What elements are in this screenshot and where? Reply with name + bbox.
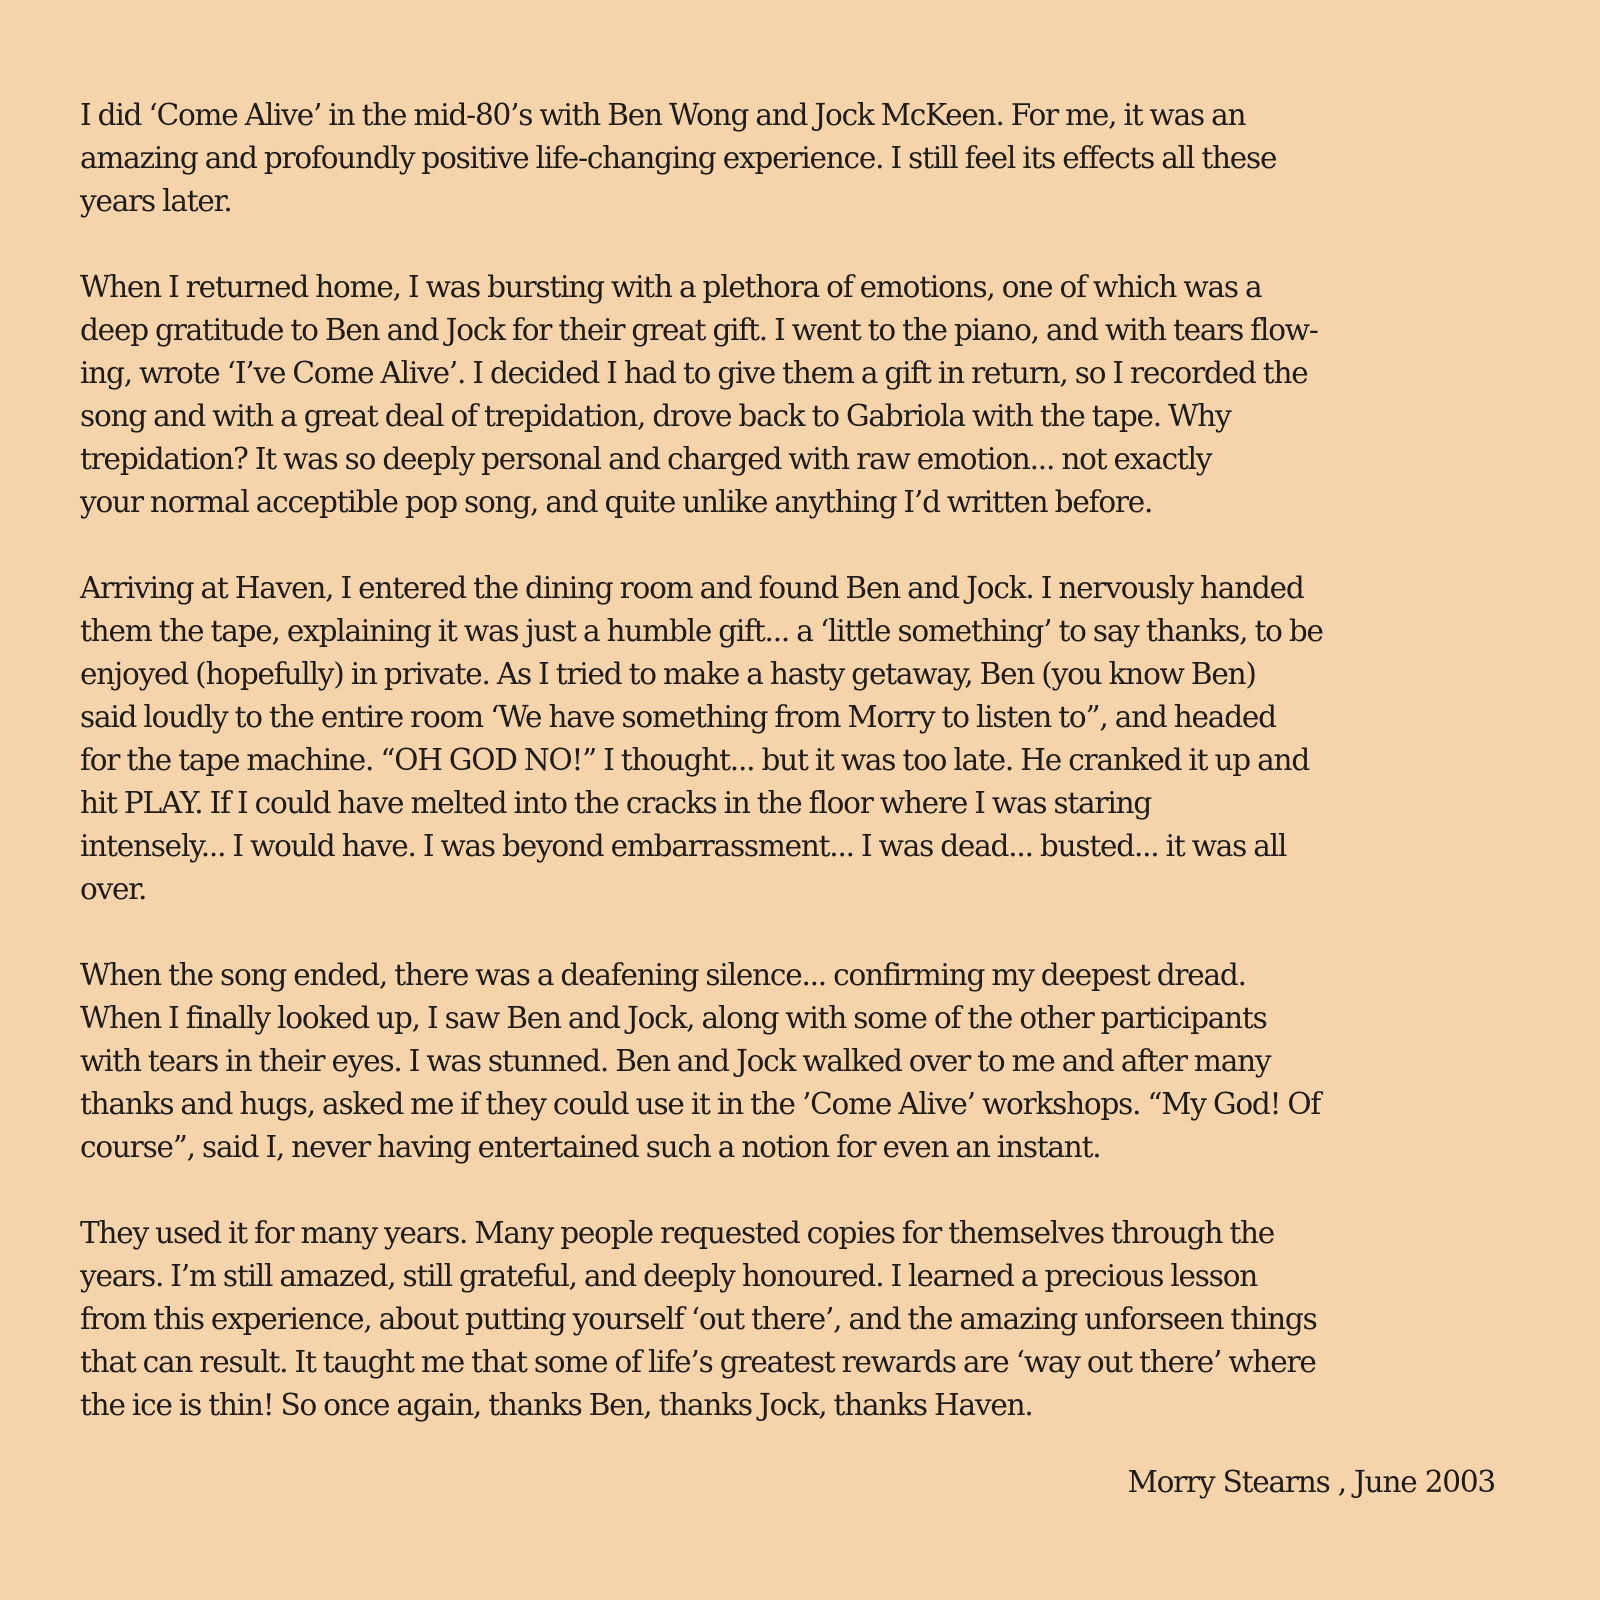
text-line: deep gratitude to Ben and Jock for their great gift. I went to the piano, and with tears flow- [80,313,1318,347]
text-line: course”, said I, never having entertained such a notion for even an instant. [80,1130,1101,1164]
signature: Morry Stearns , June 2003 [1127,1465,1495,1499]
text-line: for the tape machine. “OH GOD NO!” I thought... but it was too late. He cranked it up and [80,743,1310,777]
paragraph-5 [80,1212,1530,1427]
text-line: thanks and hugs, asked me if they could use it in the ’Come Alive’ workshops. “My God! Of [80,1087,1321,1121]
paragraph-3 [80,567,1530,911]
letter-body [80,94,1530,1470]
text-line: Arriving at Haven, I entered the dining room and found Ben and Jock. I nervously handed [80,571,1304,605]
paragraph-4 [80,954,1530,1169]
text-line: When I returned home, I was bursting with a plethora of emotions, one of which was a [80,270,1262,304]
text-line: the ice is thin! So once again, thanks Ben, thanks Jock, thanks Haven. [80,1388,1033,1422]
text-line: from this experience, about putting yourself ‘out there’, and the amazing unforseen things [80,1302,1317,1336]
text-line: They used it for many years. Many people requested copies for themselves through the [80,1216,1275,1250]
text-line: ing, wrote ‘I’ve Come Alive’. I decided I had to give them a gift in return, so I recorded the [80,356,1308,390]
text-line: over. [80,872,147,906]
text-line: I did ‘Come Alive’ in the mid-80’s with Ben Wong and Jock McKeen. For me, it was an [80,98,1246,132]
text-line: years. I’m still amazed, still grateful, and deeply honoured. I learned a precious lesson [80,1259,1258,1293]
paragraph-2 [80,266,1530,524]
text-line: trepidation? It was so deeply personal and charged with raw emotion... not exactly [80,442,1212,476]
text-line: your normal acceptible pop song, and quite unlike anything I’d written before. [80,485,1153,519]
text-line: intensely... I would have. I was beyond embarrassment... I was dead... busted... it was all [80,829,1287,863]
text-line: amazing and profoundly positive life-changing experience. I still feel its effects all these [80,141,1277,175]
text-line: years later. [80,184,232,218]
text-line: that can result. It taught me that some of life’s greatest rewards are ‘way out there’ where [80,1345,1316,1379]
text-line: said loudly to the entire room ‘We have something from Morry to listen to”, and headed [80,700,1276,734]
text-line: hit PLAY. If I could have melted into the cracks in the floor where I was staring [80,786,1152,820]
text-line: song and with a great deal of trepidation, drove back to Gabriola with the tape. Why [80,399,1231,433]
text-line: When I finally looked up, I saw Ben and Jock, along with some of the other participants [80,1001,1267,1035]
text-line: with tears in their eyes. I was stunned. Ben and Jock walked over to me and after many [80,1044,1271,1078]
text-line: them the tape, explaining it was just a humble gift... a ‘little something’ to say thanks, to be [80,614,1323,648]
paragraph-1 [80,94,1530,223]
text-line: When the song ended, there was a deafening silence... confirming my deepest dread. [80,958,1246,992]
text-line: enjoyed (hopefully) in private. As I tried to make a hasty getaway, Ben (you know Ben) [80,657,1256,691]
